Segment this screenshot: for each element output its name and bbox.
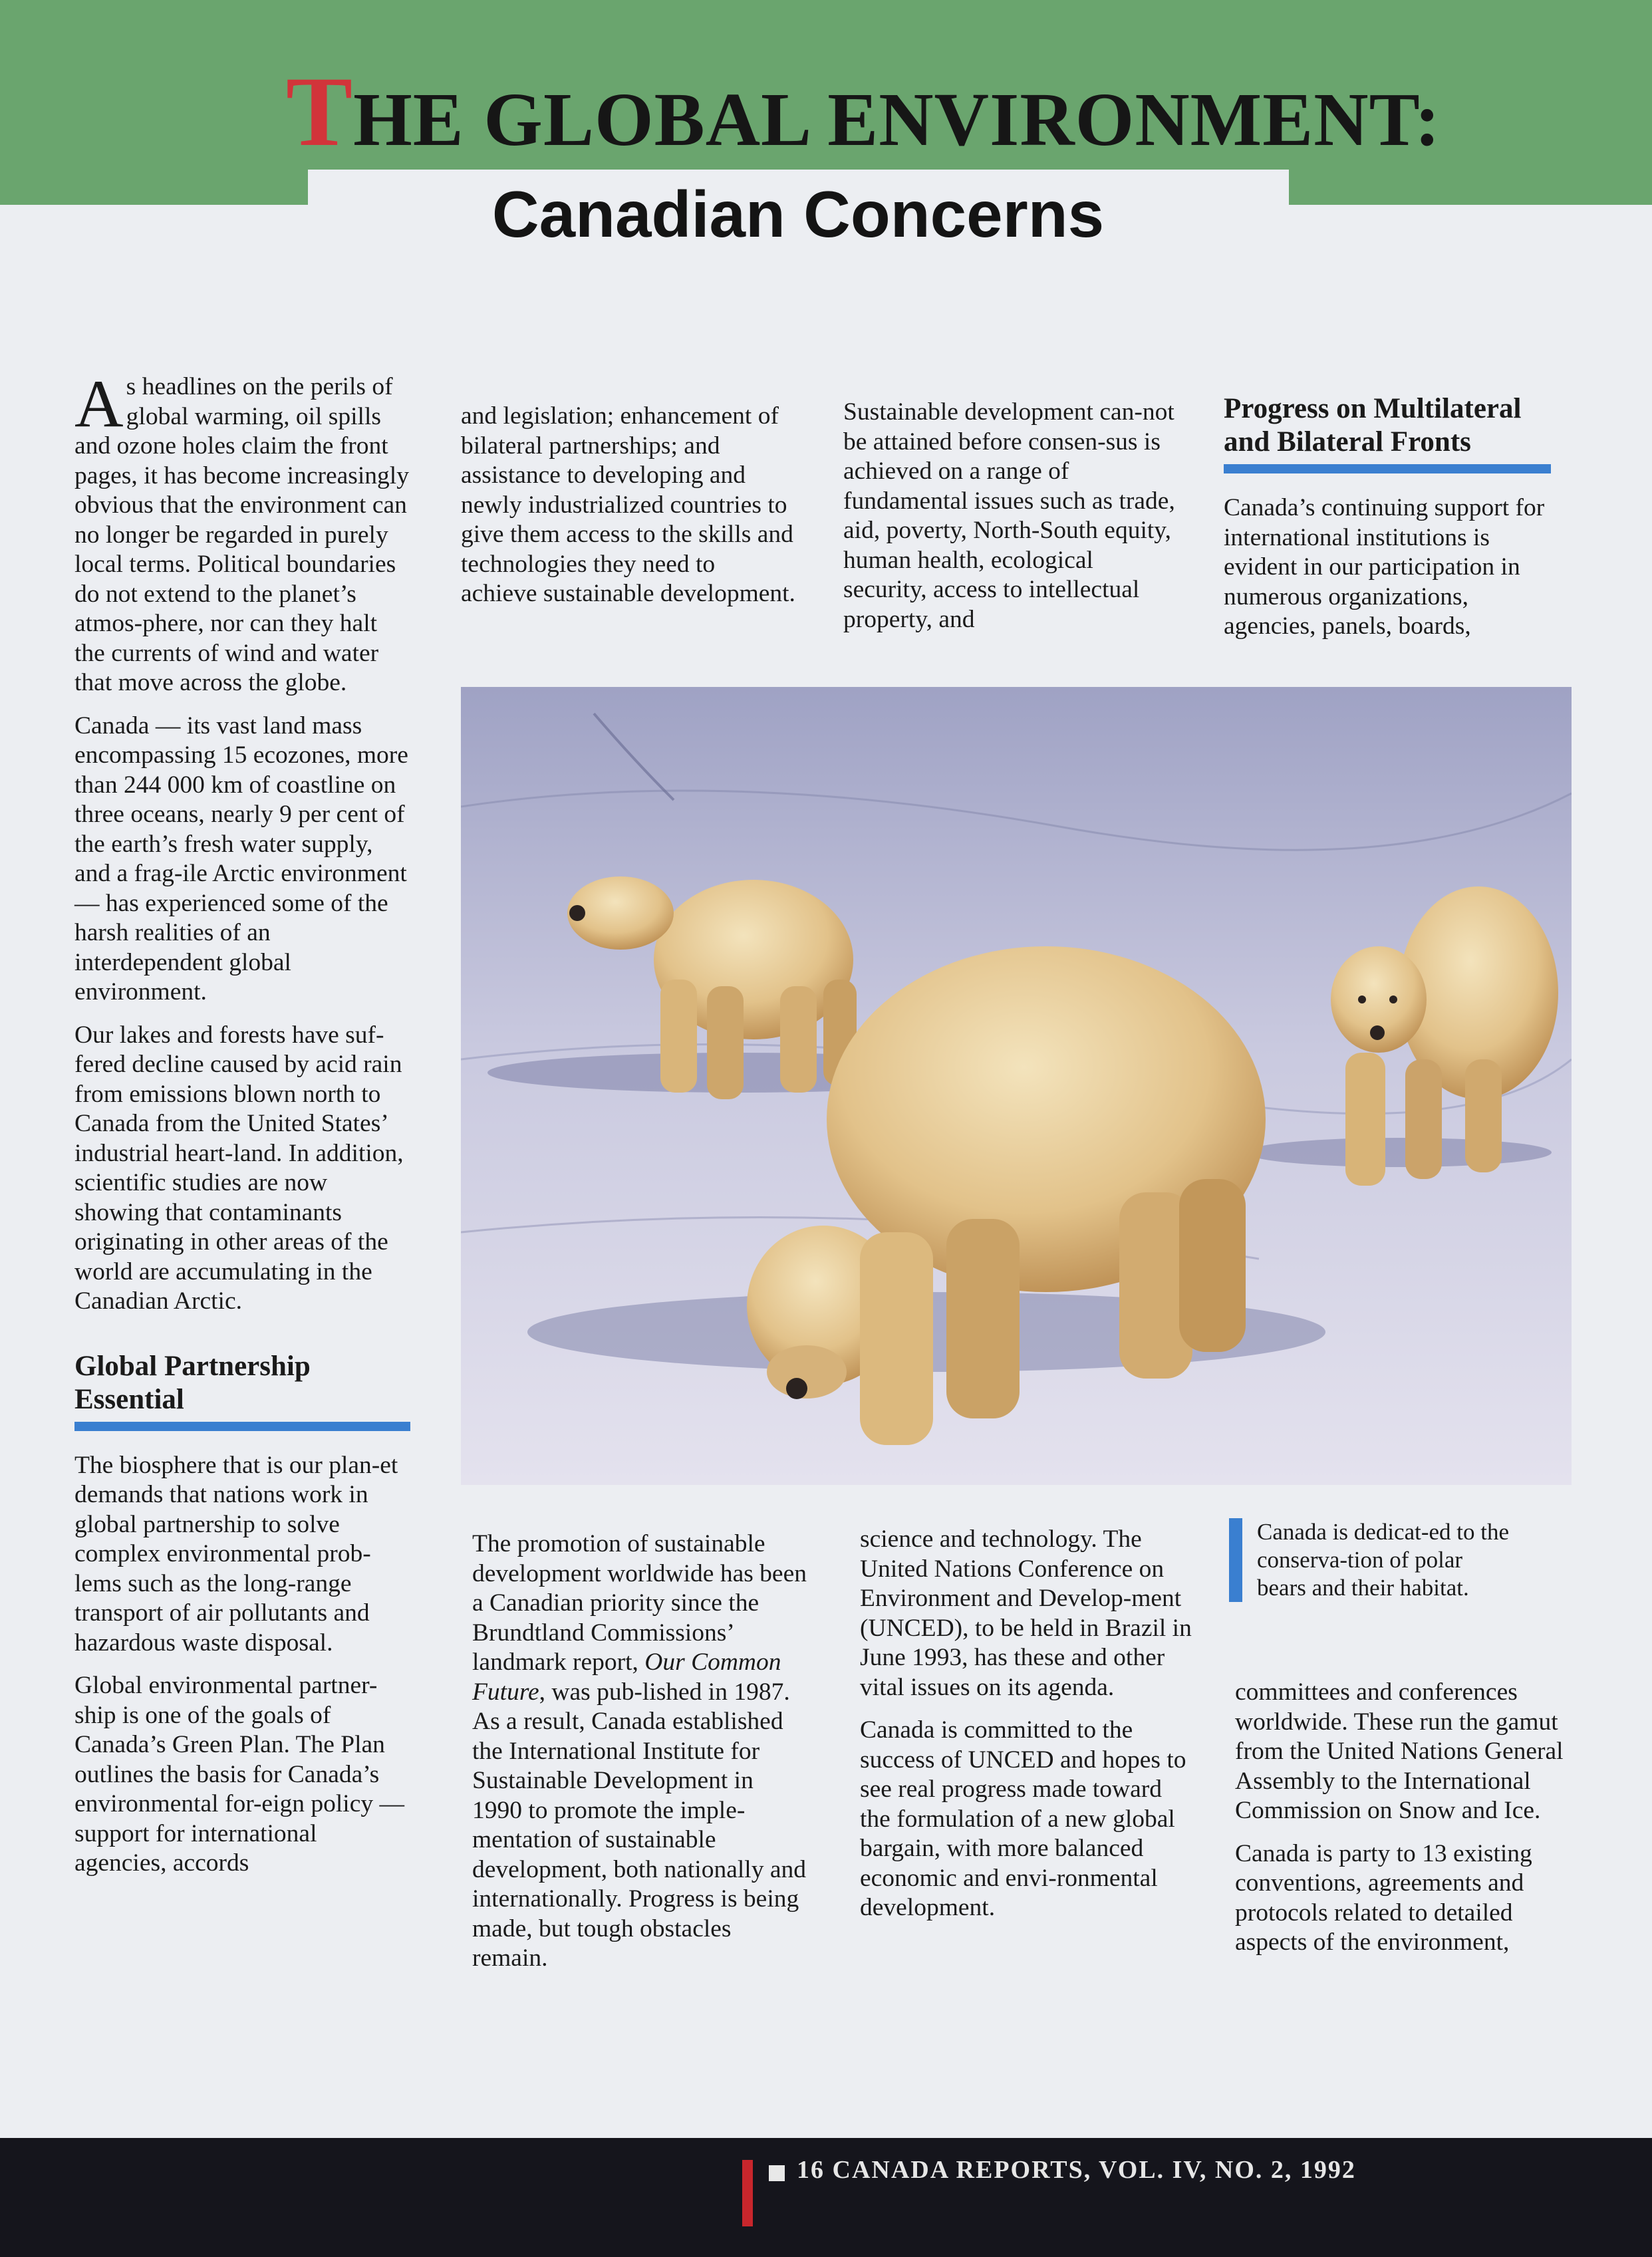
column-1 <box>74 366 410 1892</box>
paragraph: Canada’s continuing support for international institutions is evident in our participation in numerous organizations, agencies, panels, boards, <box>1224 494 1545 640</box>
section-heading-global-partnership: Global Partnership Essential <box>74 1350 311 1415</box>
title-initial: T <box>286 57 354 167</box>
footer-folio: 16 CANADA REPORTS, VOL. IV, NO. 2, 1992 <box>797 2156 1356 2184</box>
column-3-bottom <box>860 1525 1196 1936</box>
column-4-bottom <box>1235 1678 1571 1971</box>
report-title: Our Common Future <box>472 1649 781 1706</box>
column-2-top <box>461 402 797 622</box>
paragraph <box>472 1529 808 1974</box>
paragraph: Sustainable development can-not be attained before consen-sus is achieved on a range of fundamental issues such as trade, aid, poverty, North-South equity, human health, ecological security, access to intellectual property, and <box>843 398 1175 633</box>
column-4-top <box>1224 392 1551 655</box>
paragraph: committees and conferences worldwide. These run the gamut from the United Nations General Assembly to the International Commission on Snow and Ice. <box>1235 1678 1564 1824</box>
pull-quote: Canada is dedicat-ed to the conserva-tion of polar bears and their habitat. <box>1229 1518 1516 1602</box>
page-subtitle: Canadian Concerns <box>491 178 1105 251</box>
section-heading-progress: Progress on Multilateral and Bilateral Fronts <box>1224 393 1522 458</box>
paragraph-text: , was pub-lished in 1987. As a result, Canada established the International Institute for Sustainable Development in 1990 to promote the imple-mentation of sustainable development, both nationally and internationally. Progress is being made, but tough obstacles remain. <box>472 1678 806 1972</box>
polar-bears-photo <box>461 687 1572 1485</box>
page-title <box>286 57 1441 167</box>
footer-accent-bar <box>742 2160 753 2226</box>
paragraph: Canada is party to 13 existing conventions, agreements and protocols related to detailed aspects of the environment, <box>1235 1839 1532 1956</box>
footer-bullet-icon <box>769 2165 785 2181</box>
title-text: HE GLOBAL ENVIRONMENT: <box>353 77 1441 162</box>
heading-rule <box>74 1422 410 1431</box>
column-3-top <box>843 398 1179 648</box>
drop-cap: A <box>74 366 124 442</box>
heading-rule <box>1224 464 1551 473</box>
paragraph: Canada — its vast land mass encompassing 15 ecozones, more than 244 000 km of coastline on three oceans, nearly 9 per cent of the earth’s fresh water supply, and a frag-ile Arctic environment — has experienced some of the harsh realities of an interdependent global environment. <box>74 712 408 1005</box>
paragraph: and legislation; enhancement of bilateral partnerships; and assistance to developing and newly industrialized countries to give them access to the skills and technologies they need to achieve sustainable development. <box>461 402 795 607</box>
paragraph: The biosphere that is our plan-et demands that nations work in global partnership to solve complex environmental prob-lems such as the long-range transport of air pollutants and hazardous waste disposal. <box>74 1451 398 1657</box>
paragraph: Global environmental partner-ship is one of the goals of Canada’s Green Plan. The Plan outlines the basis for Canada’s environmental for-eign policy — support for international agencies, accords <box>74 1672 404 1877</box>
column-2-bottom <box>472 1529 808 1987</box>
paragraph: science and technology. The United Nations Conference on Environment and Develop-ment (UNCED), to be held in Brazil in June 1993, has these and other vital issues on its agenda. <box>860 1526 1192 1701</box>
intro-text: s headlines on the perils of global warming, oil spills and ozone holes claim the front pages, it has become increasingly obvious that the environment can no longer be regarded in purely local terms. Political boundaries do not extend to the planet’s atmos-phere, nor can they halt the currents of wind and water that move across the globe. <box>74 373 409 696</box>
paragraph: Canada is committed to the success of UNCED and hopes to see real progress made toward the formulation of a new global bargain, with more balanced economic and envi-ronmental development. <box>860 1716 1186 1921</box>
intro-paragraph <box>74 366 410 698</box>
paragraph: Our lakes and forests have suf-fered decline caused by acid rain from emissions blown north to Canada from the United States’ industrial heart-land. In addition, scientific studies are now showing that contaminants originating in other areas of the world are accumulating in the Canadian Arctic. <box>74 1021 404 1315</box>
paragraph-text: The promotion of sustainable development worldwide has been a Canadian priority since the Brundtland Commissions’ landmark report, <box>472 1530 807 1676</box>
